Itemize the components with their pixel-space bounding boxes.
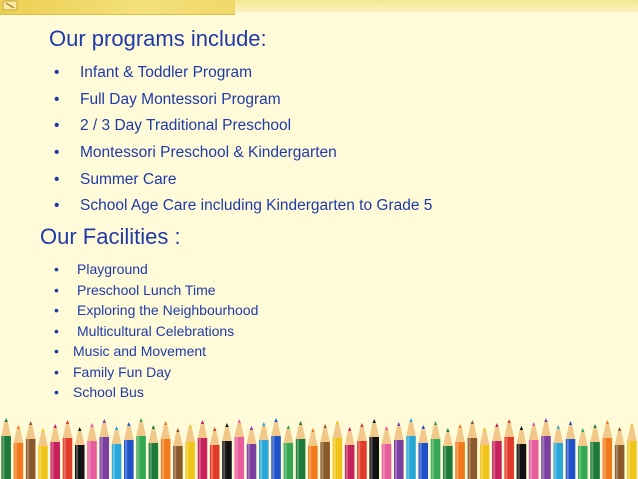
pencil-icon xyxy=(382,426,392,479)
bullet-icon: • xyxy=(54,170,60,188)
facility-item-label: Exploring the Neighbourhood xyxy=(77,302,259,318)
bullet-icon: • xyxy=(54,197,60,215)
pencil-icon xyxy=(541,418,551,479)
bullet-icon: • xyxy=(54,90,60,108)
facility-item-label: School Bus xyxy=(73,384,144,400)
bullet-icon: • xyxy=(54,322,59,339)
pencil-icon xyxy=(100,419,110,479)
pencil-icon xyxy=(296,421,306,479)
programs-heading: Our programs include: xyxy=(49,26,267,51)
bullet-icon: • xyxy=(54,302,59,318)
facility-item-label: Preschool Lunch Time xyxy=(77,281,216,298)
pencil-logo-icon xyxy=(2,0,22,12)
pencil-icon xyxy=(136,418,146,479)
bullet-icon: • xyxy=(54,384,59,400)
bullet-icon: • xyxy=(54,343,59,359)
pencil-icon xyxy=(173,428,183,479)
pencil-icon xyxy=(112,426,122,479)
bullet-icon: • xyxy=(54,144,60,162)
logo-tab xyxy=(0,0,235,15)
pencil-icon xyxy=(345,427,355,479)
pencil-icon xyxy=(455,424,465,479)
pencil-icon xyxy=(271,418,281,479)
pencil-icon xyxy=(603,420,613,479)
pencil-icon xyxy=(394,422,404,479)
pencil-icon xyxy=(75,427,85,479)
bullet-icon: • xyxy=(54,281,59,298)
bullet-icon: • xyxy=(54,64,60,81)
pencil-icon xyxy=(553,425,563,479)
program-item-label: Full Day Montessori Program xyxy=(80,90,281,108)
pencil-icon xyxy=(419,425,429,479)
pencil-icon xyxy=(26,421,36,479)
pencil-icon xyxy=(529,422,539,479)
program-item-label: Montessori Preschool & Kindergarten xyxy=(80,144,337,162)
pencil-icon xyxy=(468,420,478,479)
pencil-icon xyxy=(63,420,73,479)
pencil-icon xyxy=(504,419,514,479)
facility-item-label: Family Fun Day xyxy=(73,363,172,380)
pencil-icon xyxy=(259,422,269,479)
pencil-icon xyxy=(615,427,625,479)
pencil-icon xyxy=(1,418,11,479)
pencil-icon xyxy=(247,426,257,479)
pencil-icon xyxy=(50,424,60,479)
pencil-icon xyxy=(185,424,195,479)
pencil-icon xyxy=(222,423,232,479)
pencil-icon xyxy=(210,427,220,479)
pencil-icon xyxy=(14,425,24,479)
pencil-icon xyxy=(234,419,244,479)
pencil-icon xyxy=(149,425,159,479)
pencil-icon xyxy=(198,420,208,479)
program-item-label: School Age Care including Kindergarten to Grade 5 xyxy=(80,197,433,215)
facility-item-label: Playground xyxy=(77,261,148,277)
bullet-icon: • xyxy=(54,261,59,277)
pencil-icon xyxy=(578,428,588,479)
pencil-icon xyxy=(124,422,134,479)
pencil-icon xyxy=(369,419,379,479)
pencil-icon xyxy=(431,421,441,479)
colored-pencils-border xyxy=(0,400,638,479)
program-item-label: Summer Care xyxy=(80,170,177,188)
pencil-icon xyxy=(566,421,576,479)
pencil-icon xyxy=(480,427,490,479)
pencil-icon xyxy=(492,423,502,479)
pencil-icon xyxy=(517,426,527,479)
program-item-label: Infant & Toddler Program xyxy=(80,64,253,81)
bullet-icon: • xyxy=(54,363,59,380)
pencil-icon xyxy=(443,428,453,479)
bullet-icon: • xyxy=(54,117,60,135)
pencil-icon xyxy=(308,428,318,479)
facilities-heading: Our Facilities : xyxy=(40,224,181,249)
pencil-icon xyxy=(357,423,367,479)
facility-item-label: Music and Movement xyxy=(73,343,207,359)
pencil-icon xyxy=(590,424,600,479)
pencil-icon xyxy=(161,421,171,479)
pencil-icon xyxy=(284,425,294,479)
program-item-label: 2 / 3 Day Traditional Preschool xyxy=(80,117,292,135)
pencil-icon xyxy=(406,418,416,479)
pencil-icon xyxy=(333,420,343,479)
pencil-icon xyxy=(38,428,48,479)
pencil-icon xyxy=(320,424,330,479)
facility-item-label: Multicultural Celebrations xyxy=(77,322,235,339)
pencil-icon xyxy=(87,423,97,479)
pencil-icon xyxy=(627,423,637,479)
